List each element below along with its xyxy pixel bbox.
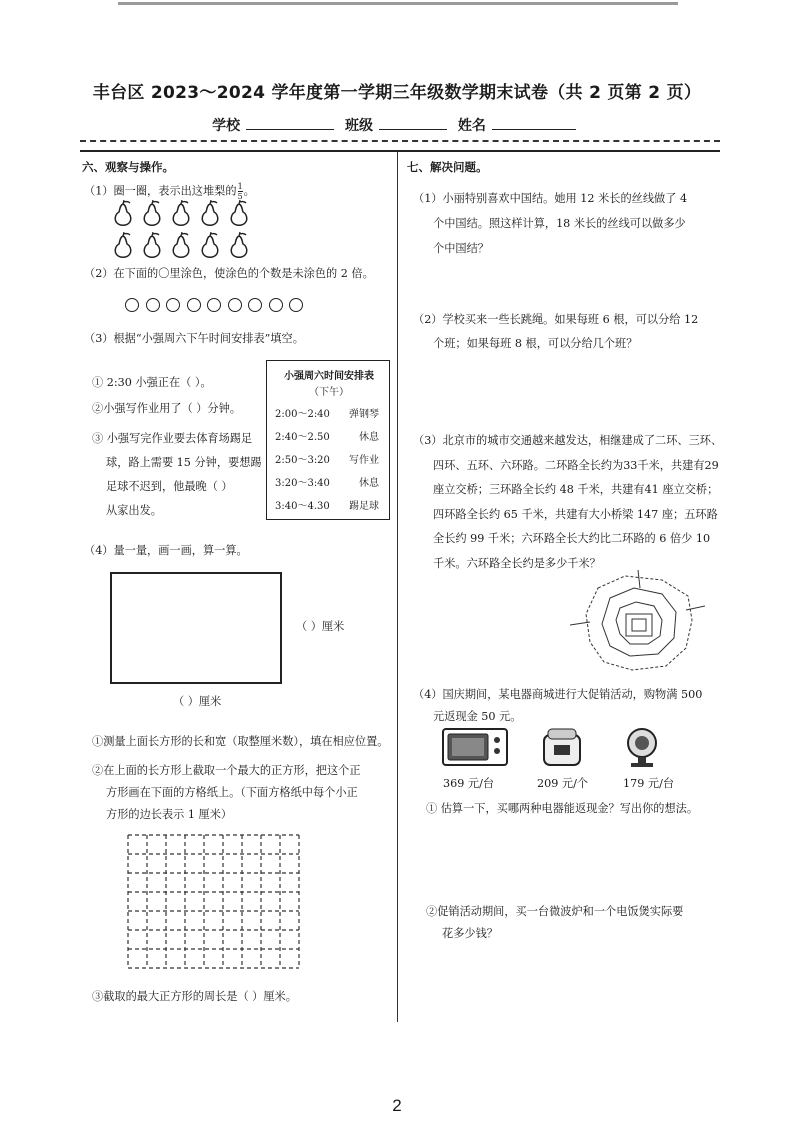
circle-icon[interactable] bbox=[125, 298, 139, 312]
q1-text: （1）圈一圈，表示出这堆梨的 $\frac{1}{5}$ 。 bbox=[84, 182, 255, 201]
schedule-row: 2:50～3:20 写作业 bbox=[275, 455, 379, 466]
circle-icon[interactable] bbox=[289, 298, 303, 312]
s7-q4-item1: ① 估算一下，买哪两种电器能返现金？写出你的想法。 bbox=[426, 802, 699, 815]
s7-q4-item2: ②促销活动期间，买一台微波炉和一个电饭煲实际要 花多少钱？ bbox=[426, 905, 684, 940]
pear-icon[interactable] bbox=[170, 200, 192, 227]
header-rule bbox=[80, 150, 720, 152]
circle-icon[interactable] bbox=[269, 298, 283, 312]
circle-icon[interactable] bbox=[187, 298, 201, 312]
name-label: 姓名 bbox=[457, 118, 486, 134]
rect-length-label: （ ）厘米 bbox=[173, 695, 222, 708]
circle-icon[interactable] bbox=[207, 298, 221, 312]
page-number: 2 bbox=[392, 1096, 402, 1115]
pear-icon[interactable] bbox=[170, 232, 192, 259]
name-field[interactable] bbox=[492, 115, 576, 130]
pear-icon[interactable] bbox=[199, 232, 221, 259]
pear-icon[interactable] bbox=[228, 200, 250, 227]
circle-row bbox=[125, 296, 325, 314]
price-rice-cooker: 209 元/个 bbox=[537, 777, 589, 790]
price-microwave: 369 元/台 bbox=[443, 777, 495, 790]
schedule-row: 2:00～2:40 弹钢琴 bbox=[275, 409, 379, 420]
q4-item3: ③截取的最大正方形的周长是（ ）厘米。 bbox=[92, 990, 297, 1003]
s7-q2: （2）学校买来一些长跳绳。如果每班 6 根，可以分给 12 个班；如果每班 8 根，可以分给几个班？ bbox=[413, 313, 699, 350]
schedule-title: 小强周六时间安排表 bbox=[284, 371, 374, 382]
page-title: 丰台区 2023～2024 学年度第一学期三年级数学期末试卷（共 2 页第 2 页） bbox=[92, 83, 702, 103]
s7-q1: （1）小丽特别喜欢中国结。她用 12 米长的丝线做了 4 个中国结。照这样计算，18 米长的丝线可以做多少 个中国结？ bbox=[413, 192, 688, 255]
schedule-row: 3:20～3:40 休息 bbox=[275, 478, 379, 489]
circle-icon[interactable] bbox=[248, 298, 262, 312]
s7-q3: （3）北京市的城市交通越来越发达，相继建成了二环、三环、 四环、五环、六环路。二环路全长约为33千米，共建有29 座立交桥；三环路全长约 48 千米，共建有41 座立交桥； 四环路全长约 65 千米，共建有大小桥梁 147 座；五环路 全长约 99 千米；六环路全长大约比二环路的 6 倍少 10 千米。六环路全长约是多少千米？ bbox=[413, 434, 723, 570]
pear-icon[interactable] bbox=[112, 232, 134, 259]
student-info-row bbox=[0, 115, 794, 135]
circle-icon[interactable] bbox=[228, 298, 242, 312]
rice-cooker-image bbox=[540, 725, 584, 769]
pear-icon[interactable] bbox=[141, 232, 163, 259]
schedule-row: 3:40～4.30 踢足球 bbox=[275, 501, 379, 512]
fan-heater-image bbox=[625, 727, 659, 769]
microwave-image bbox=[442, 727, 510, 767]
pear-icon[interactable] bbox=[228, 232, 250, 259]
schedule-row: 2:40～2.50 休息 bbox=[275, 432, 379, 443]
seal-dashed-line bbox=[80, 140, 720, 142]
q3-item2: ②小强写作业用了（ ）分钟。 bbox=[92, 402, 241, 415]
q3-item1: ① 2:30 小强正在（ ）。 bbox=[92, 376, 212, 389]
q3-item3: ③ 小强写完作业要去体育场踢足 球，路上需要 15 分钟，要想踢 足球不迟到，他最晚（ ） 从家出发。 bbox=[92, 432, 262, 517]
grid-paper[interactable] bbox=[127, 834, 307, 974]
schedule-subtitle: （下午） bbox=[309, 387, 349, 398]
measure-rectangle bbox=[110, 572, 282, 684]
pear-icon[interactable] bbox=[141, 200, 163, 227]
circle-icon[interactable] bbox=[146, 298, 160, 312]
s7-q4: （4）国庆期间，某电器商城进行大促销活动，购物满 500 元返现金 50 元。 bbox=[413, 688, 703, 723]
section7-heading: 七、解决问题。 bbox=[407, 160, 488, 174]
pear-group bbox=[112, 200, 262, 262]
q2-text: （2）在下面的〇里涂色，使涂色的个数是未涂色的 2 倍。 bbox=[84, 267, 374, 280]
class-label: 班级 bbox=[345, 118, 373, 134]
schedule-table bbox=[266, 360, 390, 520]
rect-width-label: （ ）厘米 bbox=[296, 620, 345, 633]
beijing-ring-roads-map bbox=[570, 570, 705, 675]
q4-text: （4）量一量，画一画，算一算。 bbox=[84, 544, 248, 557]
school-label: 学校 bbox=[212, 118, 241, 134]
section6-heading: 六、观察与操作。 bbox=[82, 160, 174, 174]
q4-item1: ①测量上面长方形的长和宽（取整厘米数），填在相应位置。 bbox=[92, 735, 389, 748]
column-divider bbox=[397, 152, 398, 1022]
top-edge-line bbox=[118, 2, 678, 5]
class-field[interactable] bbox=[379, 115, 447, 130]
q4-item2: ②在上面的长方形上截取一个最大的正方形，把这个正 方形画在下面的方格纸上。（下面方格纸中每个小正 方形的边长表示 1 厘米） bbox=[92, 764, 361, 821]
pear-icon[interactable] bbox=[112, 200, 134, 227]
school-field[interactable] bbox=[246, 115, 334, 130]
circle-icon[interactable] bbox=[166, 298, 180, 312]
q3-text: （3）根据“小强周六下午时间安排表”填空。 bbox=[84, 332, 304, 345]
price-fan-heater: 179 元/台 bbox=[623, 777, 675, 790]
pear-icon[interactable] bbox=[199, 200, 221, 227]
